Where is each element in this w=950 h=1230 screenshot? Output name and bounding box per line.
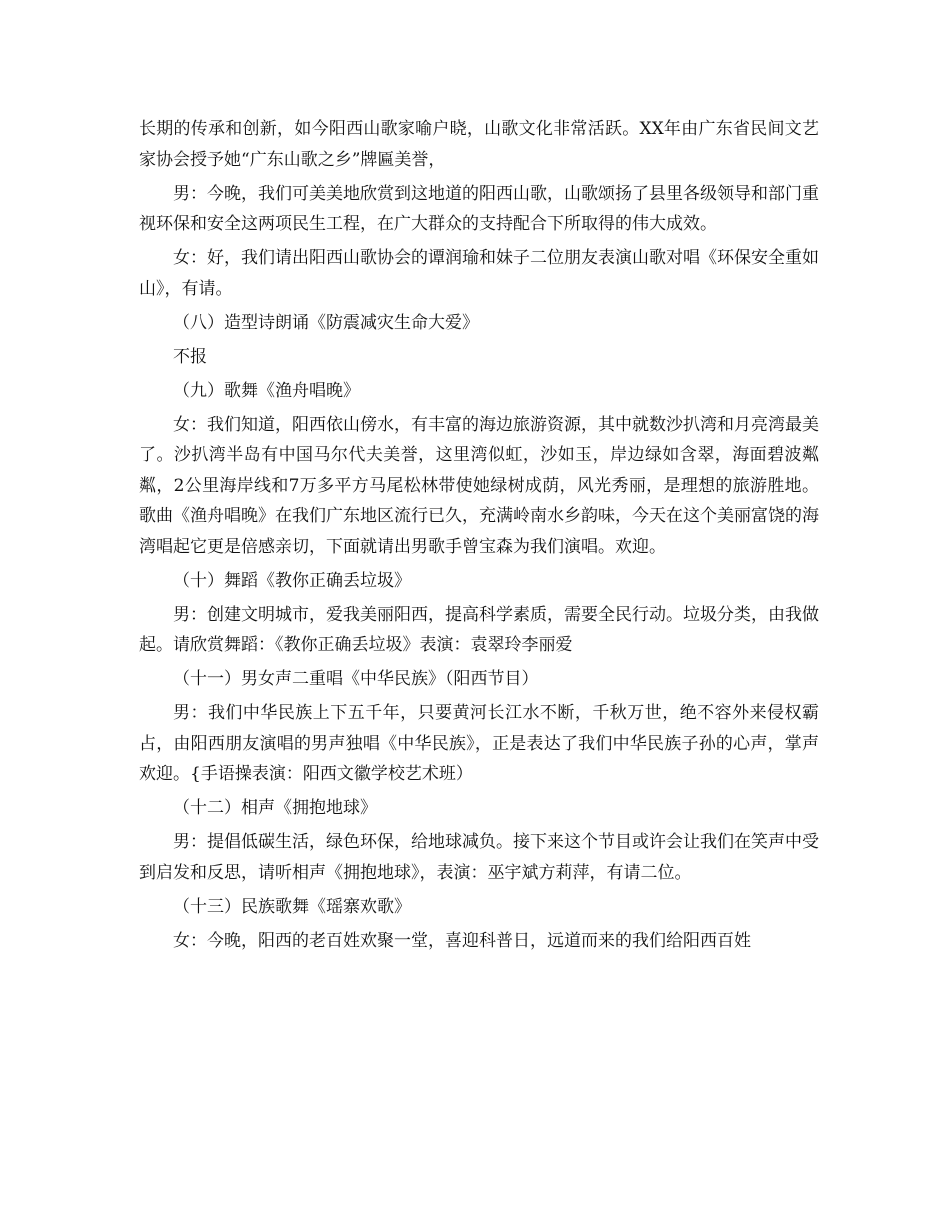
paragraph: 男：我们中华民族上下五千年，只要黄河长江水不断，千秋万世，绝不容外来侵权霸占，由阳西朋友演唱的男声独唱《中华民族》，正是表达了我们中华民族子孙的心声，掌声欢迎。{手语操表演：阳西文徽学校艺术班）	[139, 703, 819, 784]
paragraph: 女：好，我们请出阳西山歌协会的谭润瑜和妹子二位朋友表演山歌对唱《环保安全重如山》，有请。	[139, 248, 819, 299]
paragraph: 女：今晚，阳西的老百姓欢聚一堂，喜迎科普日，远道而来的我们给阳西百姓	[173, 930, 751, 951]
section-heading: （十）舞蹈《教你正确丢垃圾》	[173, 570, 411, 591]
paragraph: 男：提倡低碳生活，绿色环保，给地球减负。接下来这个节目或许会让我们在笑声中受到启发和反思，请听相声《拥抱地球》，表演：巫宇斌方莉萍，有请二位。	[139, 832, 819, 883]
section-heading: （十三）民族歌舞《瑶寨欢歌》	[173, 896, 411, 917]
section-heading: （十二）相声《拥抱地球》	[173, 798, 377, 818]
document-body	[139, 114, 819, 960]
section-heading: （八）造型诗朗诵《防震减灾生命大爱》	[173, 312, 479, 333]
paragraph: 男：今晚，我们可美美地欣赏到这地道的阳西山歌，山歌颂扬了县里各级领导和部门重视环保和安全这两项民生工程，在广大群众的支持配合下所取得的伟大成效。	[139, 183, 819, 234]
paragraph: 男：创建文明城市，爱我美丽阳西，提高科学素质，需要全民行动。垃圾分类，由我做起。请欣赏舞蹈：《教你正确丢垃圾》表演：袁翠玲李丽爱	[139, 604, 819, 655]
paragraph: 不报	[173, 346, 207, 367]
section-heading: （十一）男女声二重唱《中华民族》（阳西节目）	[173, 669, 539, 689]
paragraph: 女：我们知道，阳西依山傍水，有丰富的海边旅游资源，其中就数沙扒湾和月亮湾最美了。沙扒湾半岛有中国马尔代夫美誉，这里湾似虹，沙如玉，岸边绿如含翠，海面碧波粼粼，2公里海岸线和7万多平方马尾松林带使她绿树成荫，风光秀丽，是理想的旅游胜地。歌曲《渔舟唱晚》在我们广东地区流行已久，充满岭南水乡韵味，今天在这个美丽富饶的海湾唱起它更是倍感亲切，下面就请出男歌手曾宝森为我们演唱。欢迎。	[139, 414, 819, 557]
section-heading: （九）歌舞《渔舟唱晚》	[173, 380, 360, 401]
paragraph: 长期的传承和创新，如今阳西山歌家喻户晓，山歌文化非常活跃。XX年由广东省民间文艺家协会授予她“广东山歌之乡”牌匾美誉，	[139, 119, 819, 170]
